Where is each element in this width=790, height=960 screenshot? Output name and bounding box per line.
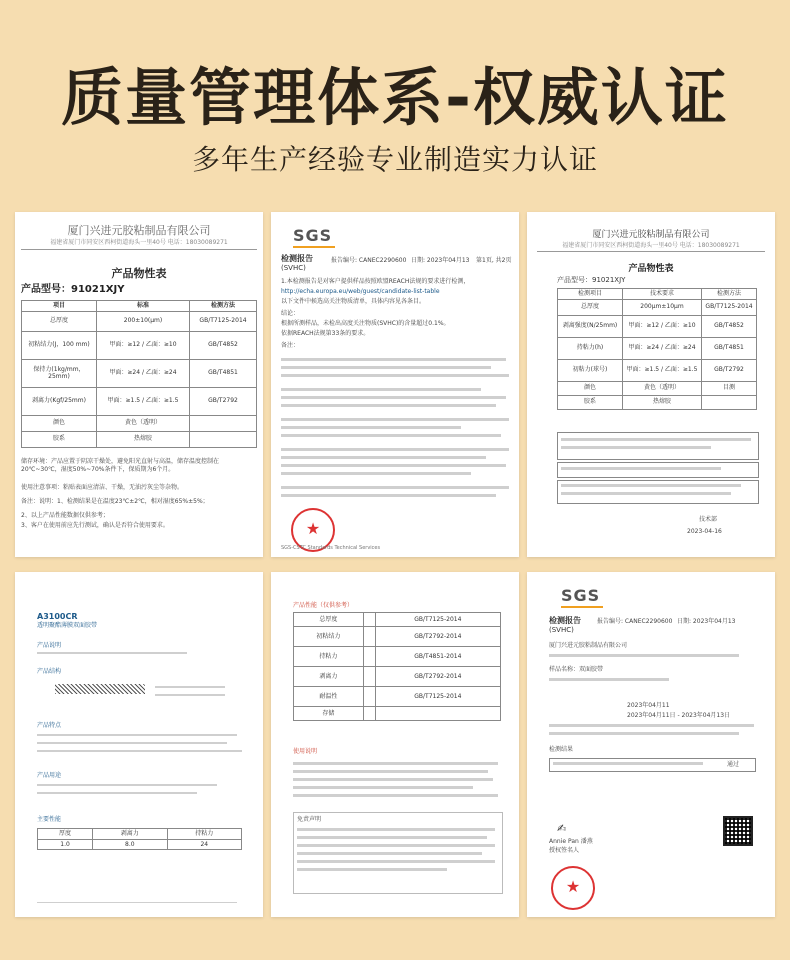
table-cell: 胶系 — [22, 431, 97, 447]
table-cell: 总厚度 — [558, 299, 623, 315]
table-cell: 甲面：≥12 / 乙面：≥10 — [623, 315, 702, 337]
qr-code-icon — [723, 816, 753, 846]
note-remark: 备注：说明：1、检测结果是在温度23℃±2℃，相对湿度65%±5%； — [21, 498, 209, 505]
section-title: 产品特点 — [37, 722, 62, 729]
report-line: 备注： — [281, 342, 300, 349]
table-cell: GB/T7125-2014 — [702, 299, 757, 315]
property-table — [557, 288, 757, 410]
table-cell: GB/T4851 — [702, 337, 757, 359]
table-cell: 黄色（透明） — [623, 381, 702, 395]
sign-date: 2023-04-16 — [687, 528, 722, 535]
product-name: 透明聚酯薄膜双面胶带 — [37, 622, 98, 629]
table-cell: GB/T4852 — [702, 315, 757, 337]
table-cell — [190, 431, 257, 447]
table-header: 检测项目 — [558, 289, 623, 300]
report-line: 依据REACH法规第33条的要求。 — [281, 330, 370, 337]
report-date: 日期: 2023年04月13 — [411, 257, 470, 264]
section-title: 产品说明 — [37, 642, 62, 649]
table-cell: GB/T2792 — [702, 359, 757, 381]
table-cell: 初粘结力 — [294, 627, 364, 647]
table-cell: 持粘力 — [294, 647, 364, 667]
certificate-product-sheet-1[interactable] — [15, 212, 263, 557]
table-cell: 24 — [167, 839, 241, 850]
company-name: 厦门兴进元胶粘制品有限公司 — [67, 224, 211, 237]
report-link: http://echa.europa.eu/web/guest/candidate-list-table — [281, 288, 440, 295]
table-cell: 甲面：≥1.5 / 乙面：≥1.5 — [97, 387, 190, 415]
table-cell: 胶系 — [558, 395, 623, 409]
table-cell: 剥离力(Kgf/25mm) — [22, 387, 97, 415]
report-subtitle: (SVHC) — [549, 626, 574, 634]
property-table — [21, 300, 257, 448]
table-header: 技术要求 — [623, 289, 702, 300]
table-cell: GB/T2792-2014 — [375, 627, 500, 647]
result-label: 检测结果 — [549, 746, 574, 753]
table-cell: 持粘力(h) — [558, 337, 623, 359]
performance-table — [293, 612, 501, 721]
section-title: 使用说明 — [293, 748, 318, 755]
signer-role: 授权签名人 — [549, 847, 580, 854]
sample-name: 样品名称：双面胶带 — [549, 666, 604, 673]
table-cell: 初粘力(球号) — [558, 359, 623, 381]
sgs-logo: SGS — [293, 226, 333, 245]
certificate-product-sheet-2[interactable] — [527, 212, 775, 557]
doc-title: 产品物性表 — [628, 264, 674, 274]
table-cell: GB/T4851 — [190, 359, 257, 387]
report-line: 根据所测样品，未检出高度关注物质(SVHC)的含量超过0.1%。 — [281, 320, 450, 327]
note-storage: 储存环境：产品应置于阴凉干燥处，避免阳光直射与高温，储存温度控制在20℃~30℃，湿度50%~70%条件下，保质期为6个月。 — [21, 458, 220, 473]
product-model: 产品型号：91021XJY — [21, 284, 125, 295]
table-cell — [702, 395, 757, 409]
table-cell: GB/T2792 — [190, 387, 257, 415]
certificate-performance-sheet[interactable] — [271, 572, 519, 917]
table-cell: 总厚度 — [22, 311, 97, 331]
table-cell: 200±10(μm) — [97, 311, 190, 331]
table-cell: 耐温性 — [294, 687, 364, 707]
table-cell: 剥离力 — [294, 667, 364, 687]
signer-name: Annie Pan 潘燕 — [549, 838, 593, 845]
red-seal-icon: ★ — [291, 508, 335, 552]
result-value: 通过 — [727, 761, 740, 768]
note-usage: 使用注意事项：粘贴表面应清洁、干燥，无油污灰尘等杂物。 — [21, 484, 184, 491]
test-date: 2023年04月11日 - 2023年04月13日 — [627, 712, 731, 719]
report-number: 报告编号: CANEC2290600 — [331, 257, 407, 264]
page-title: 质量管理体系-权威认证 — [61, 61, 729, 134]
table-cell: 热熔胶 — [623, 395, 702, 409]
table-cell: 初粘结力(J，100 mm) — [22, 331, 97, 359]
disclaimer-title: 免责声明 — [297, 816, 322, 823]
table-header: 剥离力 — [93, 829, 167, 840]
table-cell: 总厚度 — [294, 613, 364, 627]
table-cell: 8.0 — [93, 839, 167, 850]
section-title: 主要性能 — [37, 816, 62, 823]
report-line: 以下文件中候选高关注物质清单，具体内容见各条目。 — [281, 298, 426, 305]
table-cell: 剥离强度(N/25mm) — [558, 315, 623, 337]
sign-department: 技术部 — [699, 516, 718, 523]
table-header: 厚度 — [38, 829, 93, 840]
table-cell: 存储 — [294, 707, 364, 721]
certificate-sgs-report-1[interactable] — [271, 212, 519, 557]
performance-table — [37, 828, 242, 850]
table-cell: GB/T4851-2014 — [375, 647, 500, 667]
note-remark: 3、客户在使用前应先行测试，确认是否符合使用要求。 — [21, 522, 169, 529]
table-cell: GB/T7125-2014 — [375, 613, 500, 627]
section-title: 产品用途 — [37, 772, 62, 779]
page-subtitle: 多年生产经验专业制造实力认证 — [191, 143, 598, 176]
table-cell — [190, 415, 257, 431]
report-date: 日期: 2023年04月13 — [677, 618, 736, 625]
company-name: 厦门兴进元胶粘制品有限公司 — [592, 230, 710, 240]
report-footer: SGS-CSTC Standards Technical Services — [281, 544, 381, 551]
table-header: 持粘力 — [167, 829, 241, 840]
section-title: 产品结构 — [37, 668, 62, 675]
table-title: 产品性能（仅供参考） — [293, 602, 354, 609]
report-title: 检测报告 — [549, 616, 581, 625]
certificate-datasheet[interactable] — [15, 572, 263, 917]
table-cell: 黄色（透明） — [97, 415, 190, 431]
report-line: 1.本检测报告是对客户提供样品按照欧盟REACH法规的要求进行检测， — [281, 278, 470, 285]
company-address: 福建省厦门市同安区西柯街道海头一里40号 电话：18030089271 — [50, 239, 228, 246]
client-name: 厦门兴进元胶粘制品有限公司 — [549, 642, 628, 649]
receive-date: 2023年04月11 — [627, 702, 670, 709]
table-header: 检测方法 — [702, 289, 757, 300]
note-remark: 2、以上产品性能数据仅供参考； — [21, 512, 109, 519]
table-cell: GB/T7125-2014 — [375, 687, 500, 707]
report-page: 第1页, 共2页 — [476, 257, 512, 264]
product-model: 产品型号：91021XJY — [557, 276, 626, 284]
company-address: 福建省厦门市同安区西柯街道海头一里40号 电话：18030089271 — [562, 242, 740, 249]
doc-title: 产品物性表 — [111, 267, 167, 280]
table-cell: 甲面：≥1.5 / 乙面：≥1.5 — [623, 359, 702, 381]
sgs-logo: SGS — [561, 586, 601, 605]
table-cell: 甲面：≥24 / 乙面：≥24 — [97, 359, 190, 387]
table-cell: 1.0 — [38, 839, 93, 850]
report-title: 检测报告 — [281, 254, 313, 263]
table-cell: 颜色 — [558, 381, 623, 395]
table-cell: GB/T7125-2014 — [190, 311, 257, 331]
table-cell: GB/T2792-2014 — [375, 667, 500, 687]
certificate-sgs-report-2[interactable] — [527, 572, 775, 917]
table-cell: GB/T4852 — [190, 331, 257, 359]
signature-icon: ✍ — [557, 822, 567, 835]
table-cell: 200μm±10μm — [623, 299, 702, 315]
table-cell: 颜色 — [22, 415, 97, 431]
table-cell: 目测 — [702, 381, 757, 395]
report-subtitle: (SVHC) — [281, 264, 306, 272]
table-cell: 甲面：≥12 / 乙面：≥10 — [97, 331, 190, 359]
report-line: 结论： — [281, 310, 300, 317]
table-header: 标准 — [97, 301, 190, 312]
table-header: 检测方法 — [190, 301, 257, 312]
product-code: A3100CR — [37, 612, 78, 621]
report-number: 报告编号: CANEC2290600 — [597, 618, 673, 625]
table-cell: 保持力(1kg/mm，25mm) — [22, 359, 97, 387]
table-header: 项目 — [22, 301, 97, 312]
table-cell: 甲面：≥24 / 乙面：≥24 — [623, 337, 702, 359]
red-seal-icon: ★ — [551, 866, 595, 910]
table-cell: 热熔胶 — [97, 431, 190, 447]
